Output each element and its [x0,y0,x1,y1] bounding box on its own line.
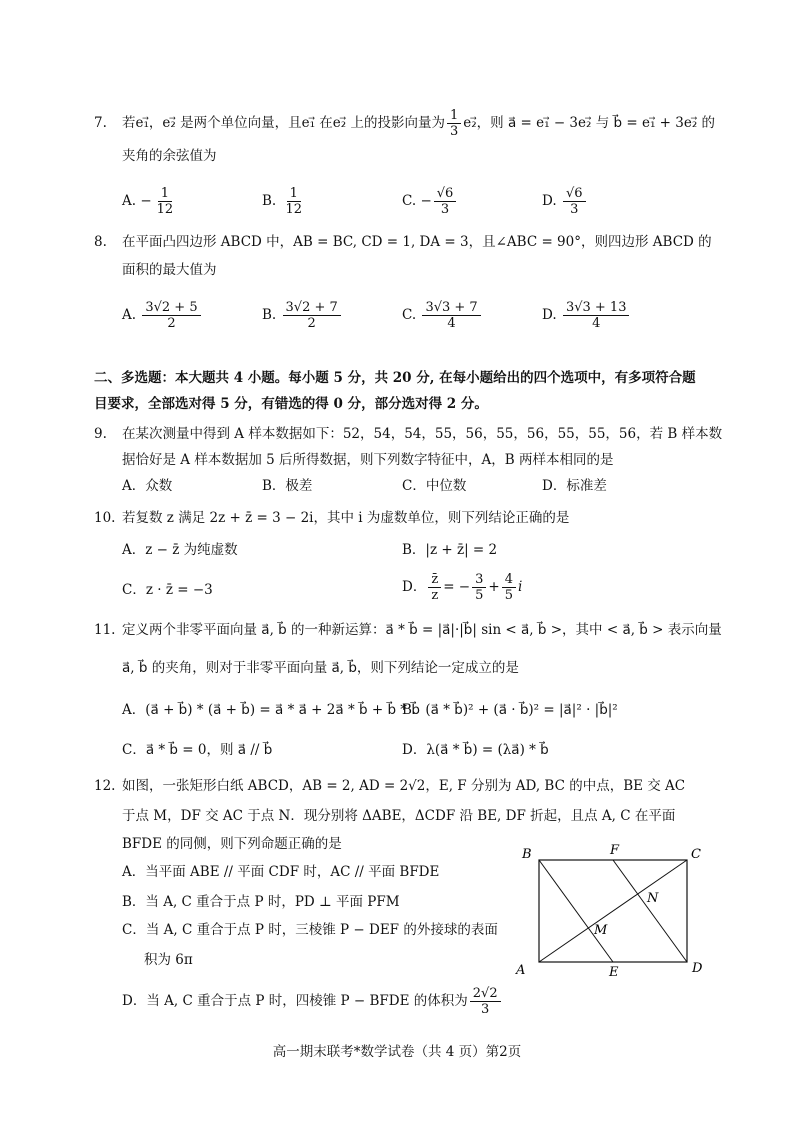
fraction [434,186,457,217]
label-M: M [594,923,608,938]
q8-number: 8. [94,234,107,250]
q10-option-d [402,572,522,603]
q10-option-b: B．|z + z̄| = 2 [402,542,498,558]
q11-stem-line1 [94,620,722,640]
q9-option-b: B．极差 [262,478,313,494]
frac-denominator: 4 [592,316,601,331]
q12-option-b: B．当 A, C 重合于点 P 时，PD ⊥ 平面 PFM [122,894,400,910]
q7-stem-line2: 夹角的余弦值为 [122,148,217,164]
q11-stem-text: 定义两个非零平面向量 a⃗, b⃗ 的一种新运算：a⃗ * b⃗ = |a⃗|·|b⃗| sin < a⃗, b⃗ >，其中 < a⃗, b⃗ > 表示向量 [122,622,722,638]
fraction [142,300,200,331]
frac-numerator: 3√2 + 7 [283,300,341,316]
q12-option-d [122,986,503,1017]
q10-option-c: C．z · z̄ = −3 [122,582,213,598]
frac-numerator: √6 [434,186,457,202]
q9-option-d: D．标准差 [542,478,607,494]
fraction [154,186,177,217]
q12-option-c-line2: 积为 6π [144,952,193,968]
section2-heading-line2: 目要求，全部选对得 5 分，有错选的得 0 分，部分选对得 2 分。 [94,396,488,412]
fraction [283,300,341,331]
fraction [470,986,501,1017]
sign: − [420,193,432,209]
fraction [422,300,480,331]
q11-option-a: A．(a⃗ + b⃗) * (a⃗ + b⃗) = a⃗ * a⃗ + 2a⃗ * b⃗ + b⃗ * b⃗ [122,702,420,718]
q12-option-c-line1: C．当 A, C 重合于点 P 时，三棱锥 P − DEF 的外接球的表面 [122,922,498,938]
label-N: N [647,891,659,906]
q11-option-d: D．λ(a⃗ * b⃗) = (λa⃗) * b⃗ [402,742,549,758]
option-label: B. [262,307,277,323]
q10-option-a: A．z − z̄ 为纯虚数 [122,542,238,558]
q12-stem-text: 如图，一张矩形白纸 ABCD，AB = 2, AD = 2√2，E, F 分别为 AD, BC 的中点，BE 交 AC [122,778,686,794]
frac-numerator: 4 [502,572,516,588]
q12-stem-line1 [94,776,685,796]
q9-number: 9. [94,426,107,442]
option-label: A. [122,307,137,323]
frac-numerator: √6 [563,186,586,202]
fraction [283,186,306,217]
q7-option-d [542,186,588,217]
frac-denominator: 3 [440,202,450,217]
segment-BE [539,860,613,962]
q8-option-d [542,300,631,331]
frac-denominator: 2 [307,316,316,331]
frac-denominator: 3 [481,1002,490,1017]
q9-option-a: A．众数 [122,478,173,494]
segment-FD [613,860,687,962]
frac-numerator: 2√2 [470,986,501,1002]
q7-projection-fraction [447,108,461,139]
label-A: A [516,963,526,978]
q8-option-b [262,300,343,331]
option-label: D． [402,579,427,595]
option-label: C. [402,307,417,323]
frac-numerator: 1 [447,108,461,124]
q7-stem-text: 若e₁⃗，e₂⃗ 是两个单位向量，且e₁⃗ 在e₂⃗ 上的投影向量为 [122,115,445,131]
frac-numerator: 3√2 + 5 [142,300,200,316]
option-label: A. [122,193,137,209]
q8-stem-line2: 面积的最大值为 [122,262,217,278]
section2-heading-line1: 二、多选题：本大题共 4 小题。每小题 5 分，共 20 分, 在每小题给出的四个选项中，有多项符合题 [94,370,696,386]
option-label: B. [262,193,277,209]
q9-stem-line2: 据恰好是 A 样本数据加 5 后所得数据，则下列数字特征中，A，B 两样本相同的是 [122,452,614,468]
frac-denominator: 5 [475,588,484,603]
sign: − [140,193,152,209]
frac-denominator: 4 [447,316,456,331]
q8-option-c [402,300,483,331]
segment-AC [539,860,687,962]
page-footer: 高一期末联考*数学试卷（共 4 页）第2页 [272,1044,522,1060]
label-B: B [522,847,532,862]
q7-stem-line1 [94,108,715,139]
q9-stem-line1 [94,424,722,444]
option-label: D. [542,193,557,209]
q9-stem-text: 在某次测量中得到 A 样本数据如下：52，54，54，55，56，55，56，55，55，56，若 B 样本数 [122,426,723,442]
q11-number: 11. [94,622,116,638]
label-F: F [610,843,620,858]
q12-stem-line2: 于点 M，DF 交 AC 于点 N．现分别将 ΔABE，ΔCDF 沿 BE, DF 折起，且点 A, C 在平面 [122,808,676,824]
q7-option-a [122,186,178,217]
equals-minus: = − [443,579,471,595]
q8-stem-text: 在平面凸四边形 ABCD 中，AB = BC, CD = 1, DA = 3，且∠ABC = 90°，则四边形 ABCD 的 [122,234,712,250]
q11-stem-line2: a⃗, b⃗ 的夹角，则对于非零平面向量 a⃗, b⃗，则下列结论一定成立的是 [122,660,519,676]
q7-option-b [262,186,307,217]
option-text: D．当 A, C 重合于点 P 时，四棱锥 P − BFDE 的体积为 [122,993,468,1009]
frac-numerator: 3√3 + 7 [422,300,480,316]
label-E: E [609,965,619,980]
q10-stem-text: 若复数 z 满足 2z + z̄ = 3 − 2i，其中 i 为虚数单位，则下列结论正确的是 [122,510,570,526]
frac-denominator: 5 [504,588,513,603]
fraction [563,300,630,331]
frac-numerator: z̄ [428,572,441,588]
fraction [472,572,486,603]
q8-option-a [122,300,203,331]
q12-stem-line3: BFDE 的同侧，则下列命题正确的是 [122,836,342,852]
q12-number: 12. [94,778,116,794]
frac-denominator: 12 [156,202,174,217]
frac-numerator: 1 [158,186,172,202]
option-label: D. [542,307,557,323]
q7-number: 7. [94,115,107,131]
frac-numerator: 3 [472,572,486,588]
frac-denominator: 12 [285,202,303,217]
q10-stem-line [94,508,569,528]
q7-stem-text-b: e₂⃗，则 a⃗ = e₁⃗ − 3e₂⃗ 与 b⃗ = e₁⃗ + 3e₂⃗ 的 [463,115,716,131]
q11-option-b: B．(a⃗ * b⃗)² + (a⃗ · b⃗)² = |a⃗|² · |b⃗|² [402,702,618,718]
option-label: C. [402,193,417,209]
frac-numerator: 1 [287,186,301,202]
q10-number: 10. [94,510,116,526]
rectangle-figure [512,840,712,980]
q12-option-a: A．当平面 ABE // 平面 CDF 时，AC // 平面 BFDE [122,864,440,880]
label-D: D [692,961,703,976]
q8-stem-line1 [94,232,712,252]
q11-option-c: C．a⃗ * b⃗ = 0，则 a⃗ // b⃗ [122,742,273,758]
q7-option-c [402,186,458,217]
label-C: C [691,847,701,862]
frac-numerator: 3√3 + 13 [563,300,630,316]
frac-denominator: 2 [167,316,176,331]
frac-denominator: z [431,588,439,603]
fraction [502,572,516,603]
fraction [428,572,441,603]
frac-denominator: 3 [570,202,579,217]
fraction [563,186,586,217]
frac-denominator: 3 [449,124,459,139]
q9-option-c: C．中位数 [402,478,467,494]
imaginary-unit: i [517,579,523,595]
plus-sign: + [488,579,500,595]
